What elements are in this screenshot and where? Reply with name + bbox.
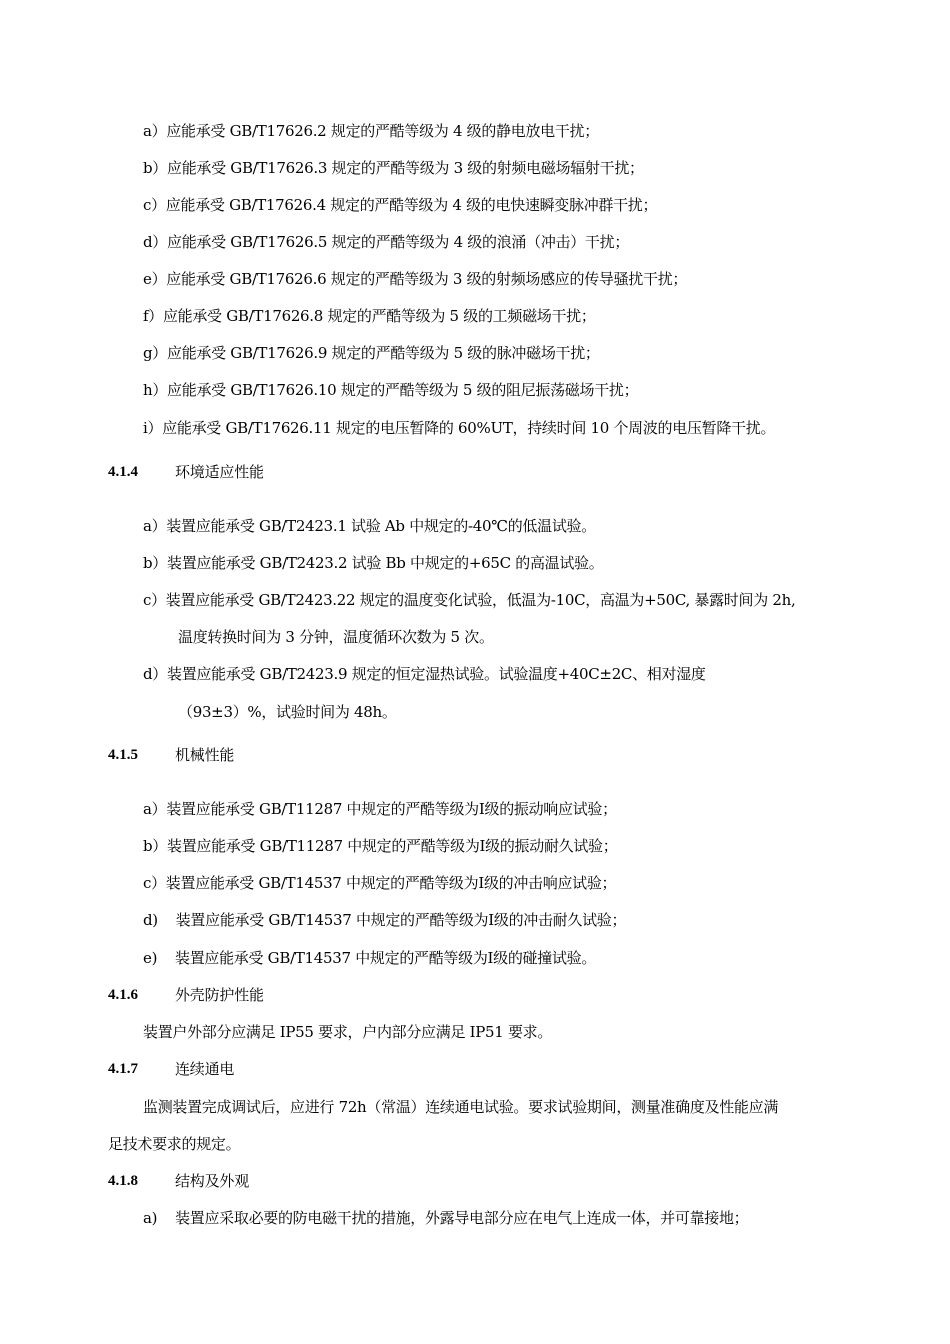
list-item: f）应能承受 GB/T17626.8 规定的严酷等级为 5 级的工频磁场干扰； <box>143 307 596 325</box>
section-title: 结构及外观 <box>175 1172 250 1190</box>
list-item: e）应能承受 GB/T17626.6 规定的严酷等级为 3 级的射频场感应的传导骚扰干扰； <box>143 270 688 288</box>
section-number: 4.1.7 <box>108 1061 138 1077</box>
list-item: h）应能承受 GB/T17626.10 规定的严酷等级为 5 级的阻尼振荡磁场干扰； <box>143 381 639 399</box>
list-item: d) 装置应能承受 GB/T14537 中规定的严酷等级为Ⅰ级的冲击耐久试验； <box>143 911 627 929</box>
section-number: 4.1.6 <box>108 987 138 1003</box>
list-item: a）应能承受 GB/T17626.2 规定的严酷等级为 4 级的静电放电干扰； <box>143 122 599 140</box>
section-title: 外壳防护性能 <box>175 986 264 1004</box>
list-item: c）装置应能承受 GB/T2423.22 规定的温度变化试验，低温为-10C，高温为+50C, 暴露时间为 2h, <box>143 591 796 609</box>
section-title: 环境适应性能 <box>175 463 264 481</box>
section-title: 连续通电 <box>175 1060 235 1078</box>
list-item: d）应能承受 GB/T17626.5 规定的严酷等级为 4 级的浪涌（冲击）干扰； <box>143 233 630 251</box>
list-item-continuation: （93±3）%，试验时间为 48h。 <box>178 703 397 721</box>
list-item: e) 装置应能承受 GB/T14537 中规定的严酷等级为Ⅰ级的碰撞试验。 <box>143 949 597 967</box>
list-item-continuation: 温度转换时间为 3 分钟，温度循环次数为 5 次。 <box>178 628 494 646</box>
list-item: a）装置应能承受 GB/T2423.1 试验 Ab 中规定的-40℃的低温试验。 <box>143 517 596 535</box>
paragraph-continuation: 足技术要求的规定。 <box>108 1135 241 1153</box>
list-item: a）装置应能承受 GB/T11287 中规定的严酷等级为Ⅰ级的振动响应试验； <box>143 800 617 818</box>
list-item: b）装置应能承受 GB/T2423.2 试验 Bb 中规定的+65C 的高温试验。 <box>143 554 604 572</box>
list-item: b）应能承受 GB/T17626.3 规定的严酷等级为 3 级的射频电磁场辐射干扰； <box>143 159 644 177</box>
list-item: i）应能承受 GB/T17626.11 规定的电压暂降的 60%UT，持续时间 10 个周波的电压暂降干扰。 <box>143 419 776 437</box>
list-item: d）装置应能承受 GB/T2423.9 规定的恒定湿热试验。试验温度+40C±2C、相对湿度 <box>143 665 706 683</box>
list-item: b）装置应能承受 GB/T11287 中规定的严酷等级为Ⅰ级的振动耐久试验； <box>143 837 618 855</box>
section-number: 4.1.4 <box>108 464 138 480</box>
paragraph: 监测装置完成调试后，应进行 72h（常温）连续通电试验。要求试验期间，测量准确度及性能应满 <box>143 1098 779 1116</box>
paragraph: 装置户外部分应满足 IP55 要求，户内部分应满足 IP51 要求。 <box>143 1023 553 1041</box>
section-title: 机械性能 <box>175 746 235 764</box>
list-item: g）应能承受 GB/T17626.9 规定的严酷等级为 5 级的脉冲磁场干扰； <box>143 344 600 362</box>
list-item: c）装置应能承受 GB/T14537 中规定的严酷等级为Ⅰ级的冲击响应试验； <box>143 874 617 892</box>
section-number: 4.1.8 <box>108 1173 138 1189</box>
list-item: a) 装置应采取必要的防电磁干扰的措施，外露导电部分应在电气上连成一体，并可靠接地； <box>143 1209 749 1227</box>
section-number: 4.1.5 <box>108 747 138 763</box>
list-item: c）应能承受 GB/T17626.4 规定的严酷等级为 4 级的电快速瞬变脉冲群干扰； <box>143 196 658 214</box>
